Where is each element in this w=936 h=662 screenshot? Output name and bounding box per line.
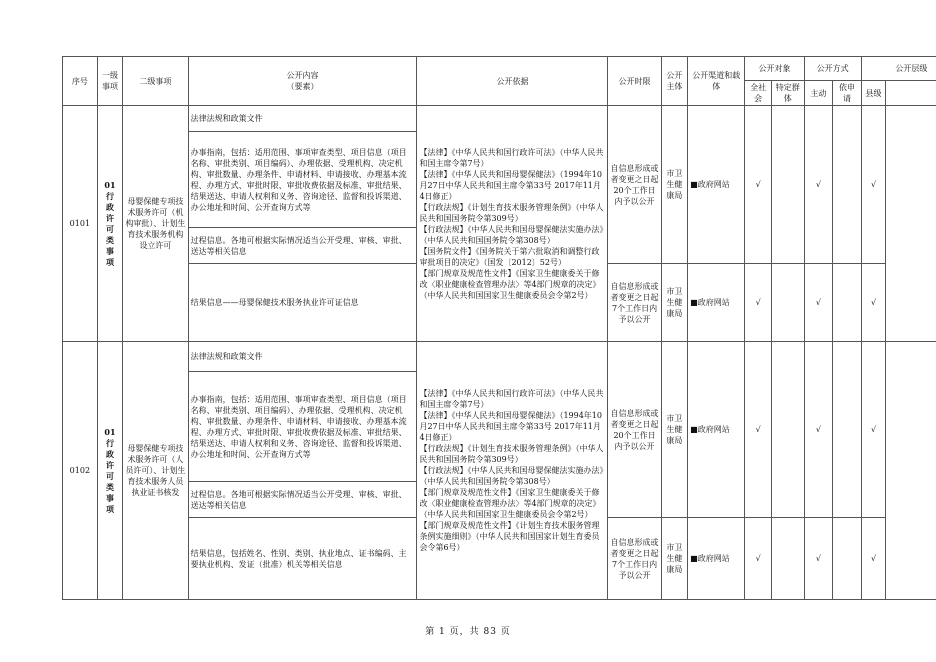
- tick-method-active: √: [804, 342, 833, 518]
- header-content-title: 公开内容: [286, 71, 319, 80]
- content-item: 过程信息。各地可根据实际情况适当公开受理、审核、审批、送达等相关信息: [188, 482, 417, 518]
- level2-cell: 母婴保健专项技术服务许可（人员许可）、计划生育技术服务人员执业证书核发: [123, 342, 188, 600]
- basis-cell: [417, 106, 608, 342]
- tick-method-request: [833, 518, 862, 600]
- header-level2: 二级事项: [123, 57, 188, 106]
- channel-cell: ■政府网站: [688, 518, 745, 600]
- content-item: 法律法规和政策文件: [188, 106, 417, 132]
- tick-method-active: √: [804, 264, 833, 342]
- tick-method-request: [833, 342, 862, 518]
- content-item: 办事指南，包括：适用范围、事项审查类型、项目信息（项目名称、审批类别、项目编码）、办理依据、受理机构、决定机构、审批数量、办理条件、申请材料、申请接收、办理基本流程、办理方式、审批时限、审批收费依据及标准、审批结果、结果送达、申请人权利和义务、咨询途径、监督和投诉渠道、办公地址和时间、公开查询方式等: [188, 372, 417, 482]
- header-level-county: 县级: [861, 81, 886, 106]
- subject-cell: 市卫生健康局: [661, 518, 688, 600]
- tick-level-county: √: [861, 264, 886, 342]
- header-basis: 公开依据: [417, 57, 608, 106]
- header-level-extra: [886, 81, 936, 106]
- time-limit-cell: 自信息形成或者变更之日起20个工作日内予以公开: [608, 106, 661, 264]
- content-item: 结果信息——母婴保健技术服务执业许可证信息: [188, 264, 417, 342]
- channel-cell: ■政府网站: [688, 264, 745, 342]
- header-method-active: 主动: [804, 81, 833, 106]
- header-level1: 一级事项: [97, 57, 123, 106]
- tick-object-specific: [771, 342, 804, 518]
- content-item: 法律法规和政策文件: [188, 342, 417, 372]
- header-seq: 序号: [63, 57, 98, 106]
- tick-object-specific: [771, 106, 804, 264]
- header-method-group: 公开方式: [804, 57, 861, 81]
- disclosure-table: [62, 56, 936, 600]
- basis-cell: [417, 342, 608, 600]
- time-limit-cell: 自信息形成或者变更之日起7个工作日内予以公开: [608, 518, 661, 600]
- tick-method-request: [833, 264, 862, 342]
- content-item: 办事指南，包括：适用范围、事项审查类型、项目信息（项目名称、审批类别、项目编码）、办理依据、受理机构、决定机构、审批数量、办理条件、申请材料、申请接收、办理基本流程、办理方式、审批时限、审批收费依据及标准、审批结果、结果送达、申请人权利和义务、咨询途径、监督和投诉渠道、办公地址和时间、公开查询方式等: [188, 132, 417, 228]
- header-time-limit: 公开时限: [608, 57, 661, 106]
- tick-level-extra: [886, 106, 936, 342]
- subject-cell: 市卫生健康局: [661, 106, 688, 264]
- content-item: 过程信息。各地可根据实际情况适当公开受理、审核、审批、送达等相关信息: [188, 228, 417, 264]
- seq-cell: 0101: [63, 106, 98, 342]
- header-object-group: 公开对象: [745, 57, 804, 81]
- time-limit-cell: 自信息形成或者变更之日起20个工作日内予以公开: [608, 342, 661, 518]
- header-row-1: [63, 57, 936, 81]
- content-item: 结果信息，包括姓名、性别、类别、执业地点、证书编码、主要执业机构、发证（批准）机关等相关信息: [188, 518, 417, 600]
- channel-cell: ■政府网站: [688, 342, 745, 518]
- seq-cell: 0102: [63, 342, 98, 600]
- tick-object-all: √: [745, 342, 772, 518]
- level1-cell: [97, 106, 123, 342]
- basis-text: 【法律】《中华人民共和国行政许可法》（中华人民共和国主席令第7号） 【法律】《中华人民共和国母婴保健法》（1994年10月27日中华人民共和国主席令第33号 2017年11月4日修正） 【行政法规】《计划生育技术服务管理条例》（中华人民共和国国务院令第309号） 【行政法规】《中华人民共和国母婴保健法实施办法》（中华人民共和国国务院令第308号） 【国务院文件】《国务院关于第六批取消和调整行政审批项目的决定》（国发〔2012〕52号） 【部门规章及规范性文件】《国家卫生健康委关于修改〈职业健康检查管理办法〉等4部门规章的决定》（中华人民共和国国家卫生健康委员会令第2号）: [419, 147, 604, 300]
- header-method-request: 依申请: [833, 81, 862, 106]
- header-content-sub: （要素）: [286, 82, 319, 91]
- header-object-all: 全社会: [745, 81, 772, 106]
- disclosure-table-sheet: [62, 56, 936, 604]
- header-level-group: 公开层级: [861, 57, 936, 81]
- tick-object-all: √: [745, 106, 772, 264]
- tick-object-specific: [771, 264, 804, 342]
- level1-text: 01行政许可类事项: [104, 179, 116, 267]
- table-row: [63, 342, 936, 372]
- header-content: [188, 57, 417, 106]
- channel-cell: ■政府网站: [688, 106, 745, 264]
- level1-cell: [97, 342, 123, 600]
- header-object-specific: 特定群体: [771, 81, 804, 106]
- tick-level-county: √: [861, 342, 886, 518]
- page-footer: 第 1 页，共 83 页: [425, 627, 511, 637]
- level1-text: 01行政许可类事项: [104, 426, 116, 514]
- tick-level-county: √: [861, 518, 886, 600]
- subject-cell: 市卫生健康局: [661, 342, 688, 518]
- tick-object-all: √: [745, 264, 772, 342]
- tick-method-active: √: [804, 106, 833, 264]
- tick-object-specific: [771, 518, 804, 600]
- subject-cell: 市卫生健康局: [661, 264, 688, 342]
- header-subject: 公开主体: [661, 57, 688, 106]
- tick-method-request: [833, 106, 862, 264]
- level2-cell: 母婴保健专项技术服务许可（机构审批）、计划生育技术服务机构设立许可: [123, 106, 188, 342]
- header-channel: 公开渠道和载体: [688, 57, 745, 106]
- tick-object-all: √: [745, 518, 772, 600]
- basis-text: 【法律】《中华人民共和国行政许可法》（中华人民共和国主席令第7号） 【法律】《中华人民共和国母婴保健法》（1994年10月27日中华人民共和国主席令第33号 2017年11月4日修正） 【行政法规】《计划生育技术服务管理条例》（中华人民共和国国务院令第309号） 【行政法规】《中华人民共和国母婴保健法实施办法》（中华人民共和国国务院令第308号） 【部门规章及规范性文件】《国家卫生健康委关于修改〈职业健康检查管理办法〉等4部门规章的决定》（中华人民共和国国家卫生健康委员会令第2号） 【部门规章及规范性文件】《计划生育技术服务管理条例实施细则》（中华人民共和国国家计划生育委员会令第6号）: [419, 389, 604, 552]
- table-row: [63, 106, 936, 132]
- tick-method-active: √: [804, 518, 833, 600]
- tick-level-extra: [886, 342, 936, 600]
- time-limit-cell: 自信息形成或者变更之日起7个工作日内予以公开: [608, 264, 661, 342]
- tick-level-county: √: [861, 106, 886, 264]
